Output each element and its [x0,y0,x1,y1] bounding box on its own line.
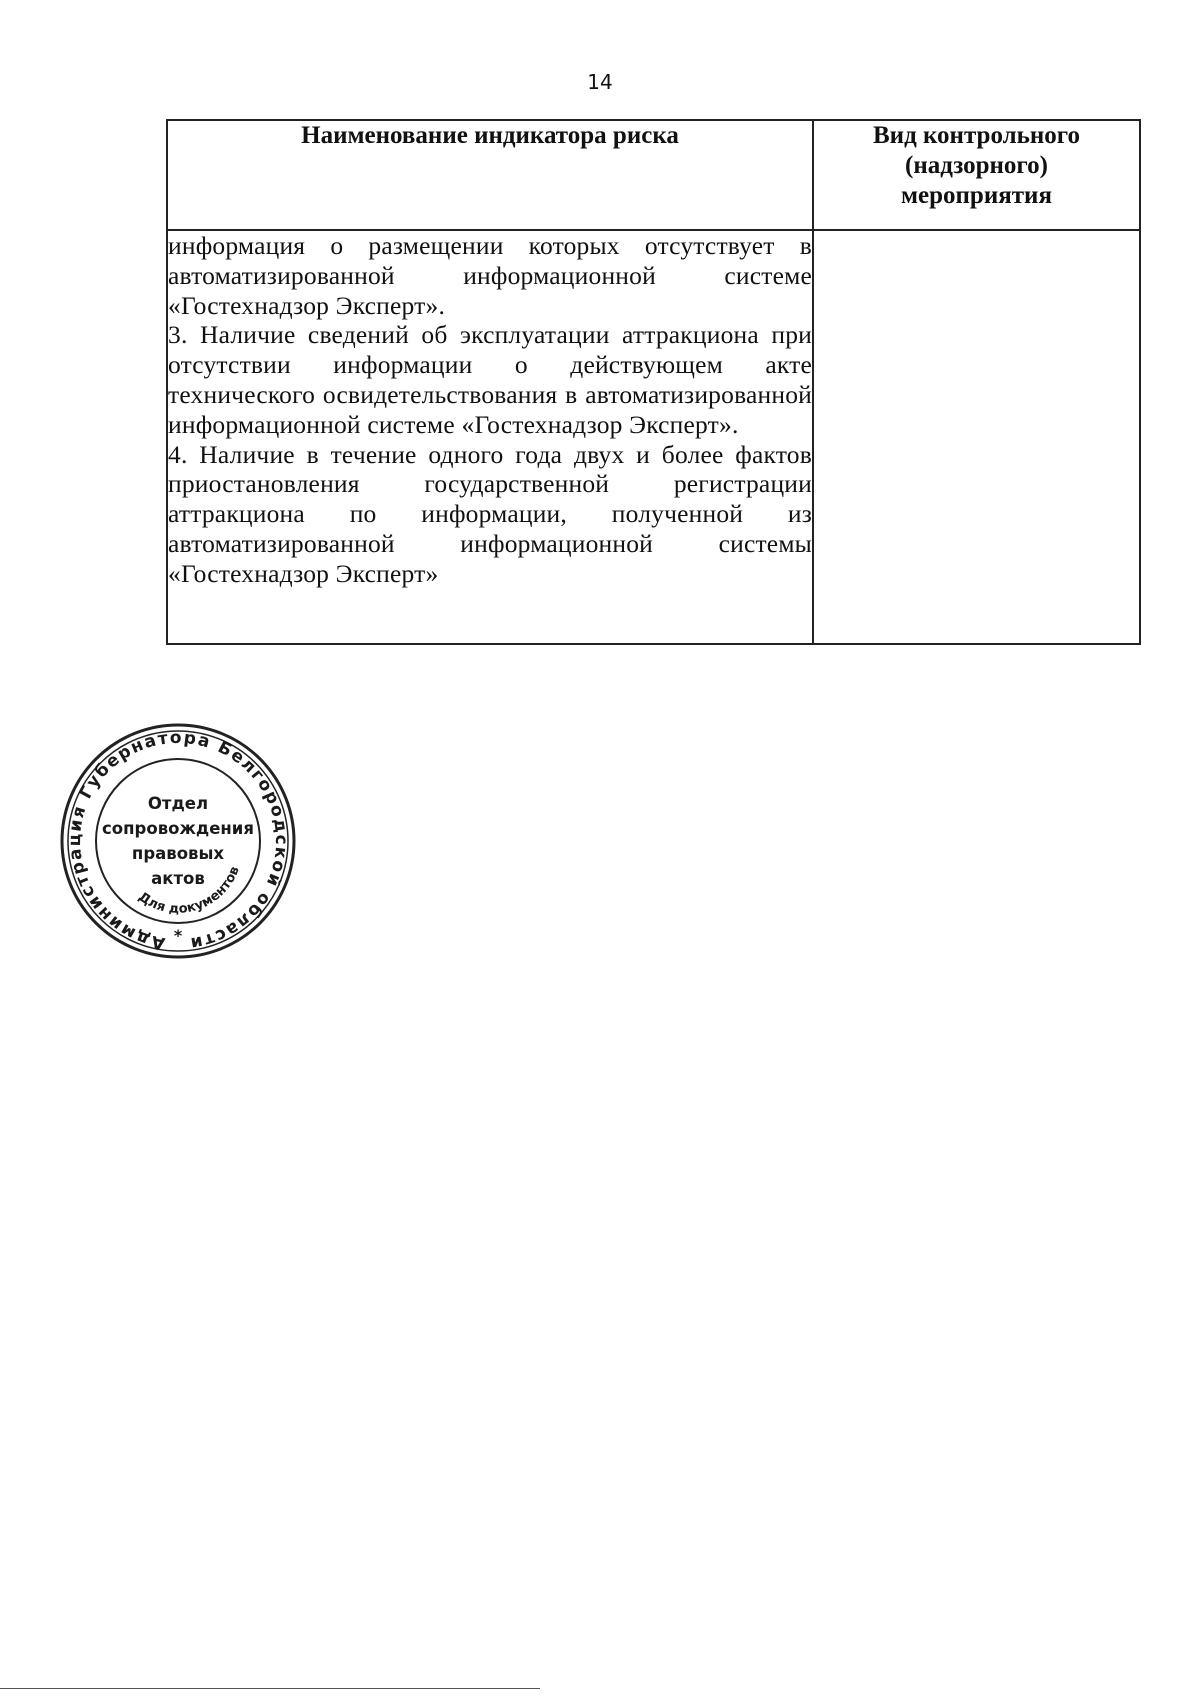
indicator-cell [167,230,813,644]
indicator-paragraph: информация о размещении которых отсутствует в автоматизированной информационной системе «Гостехнадзор Эксперт». [168,231,812,320]
seal-center-line: правовых [131,844,225,863]
seal-center-line: Отдел [147,794,209,813]
official-seal [58,721,298,961]
header-event-type [813,120,1140,230]
seal-center-text [88,791,268,891]
table-header-row [167,120,1140,230]
indicator-paragraph: 3. Наличие сведений об эксплуатации аттракциона при отсутствии информации о действующем акте технического освидетельствования в автоматизированной информационной системе «Гостехнадзор Эксперт». [168,320,812,439]
header-indicator-name: Наименование индикатора риска [167,120,813,230]
header-event-type-line: Вид контрольного [873,122,1080,149]
seal-star: * [173,926,183,945]
table-row [167,230,1140,644]
header-event-type-line: (надзорного) [905,152,1048,179]
bottom-rule [0,1688,540,1689]
risk-indicator-table [166,119,1141,645]
seal-inner-text: Для документов [135,864,243,917]
header-event-type-line: мероприятия [901,182,1052,209]
event-type-cell [813,230,1140,644]
seal-center-line: сопровождения [102,819,254,838]
page-number: 14 [587,70,613,94]
seal-outer-text: Администрация Губернатора Белгородской области [64,727,292,954]
indicator-paragraph: 4. Наличие в течение одного года двух и более фактов приостановления государственной регистрации аттракциона по информации, полученной из автоматизированной информационной системы «Гостехнадзор Эксперт» [168,439,812,588]
seal-center-line: актов [151,869,205,888]
